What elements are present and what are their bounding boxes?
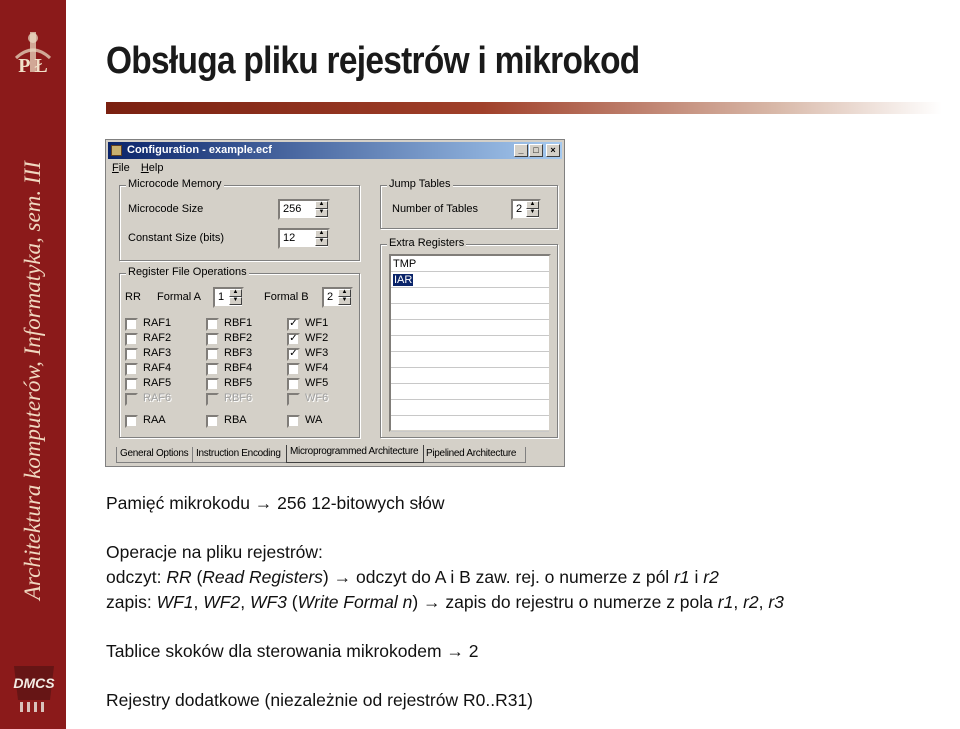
checkmark-icon: ✓ [289, 333, 298, 344]
spin-up-icon[interactable]: ▲ [338, 289, 351, 297]
checkbox-rbf2[interactable] [206, 333, 219, 346]
checkbox-label: WF4 [305, 362, 329, 374]
microcode-memory-group [119, 178, 360, 261]
spin-down-icon[interactable]: ▼ [229, 297, 242, 305]
checkbox-label: WF5 [305, 377, 329, 389]
jump-tables-group [380, 178, 558, 229]
checkbox-label: WF2 [305, 332, 329, 344]
checkbox-label: RAF2 [143, 332, 172, 344]
checkbox-wf3[interactable] [287, 348, 300, 361]
microcode-memory-label: Microcode Memory [128, 178, 222, 190]
checkbox-rba[interactable] [206, 415, 219, 428]
slide-sidebar [0, 0, 66, 729]
checkbox-wf2[interactable] [287, 333, 300, 346]
menu-help[interactable]: Help [140, 162, 164, 174]
spin-up-icon[interactable]: ▲ [315, 201, 328, 209]
checkbox-rbf3[interactable] [206, 348, 219, 361]
svg-text:P Ł: P Ł [18, 55, 48, 77]
checkbox-label: RAF1 [143, 317, 172, 329]
body-line-read: odczyt: RR (Read Registers) → odczyt do A i B zaw. rej. o numerze z pól r1 i r2 [106, 567, 719, 587]
checkbox-label: RAA [143, 414, 166, 426]
checkbox-rbf6 [206, 393, 219, 406]
university-logo [6, 28, 60, 90]
list-item[interactable] [391, 368, 549, 384]
checkbox-label: RBF1 [224, 317, 253, 329]
spin-down-icon[interactable]: ▼ [338, 297, 351, 305]
window-titlebar[interactable] [108, 142, 562, 159]
formal-a-label: Formal A [157, 291, 202, 303]
spin-up-icon[interactable]: ▲ [315, 230, 328, 238]
constant-size-value: 12 [283, 232, 296, 244]
number-of-tables-value: 2 [516, 203, 523, 215]
checkbox-label: RAF4 [143, 362, 172, 374]
list-item[interactable] [391, 384, 549, 400]
checkbox-label: WF3 [305, 347, 329, 359]
register-name: TMP [393, 258, 417, 270]
constant-size-label: Constant Size (bits) [128, 232, 224, 244]
list-item[interactable] [391, 352, 549, 368]
list-item[interactable] [391, 256, 549, 272]
checkbox-label: RAF3 [143, 347, 172, 359]
microcode-size-spinner[interactable] [278, 199, 330, 220]
body-line-jump-tables: Tablice skoków dla sterowania mikrokodem → 2 [106, 641, 479, 661]
checkbox-raf6 [125, 393, 138, 406]
body-line-microcode: Pamięć mikrokodu → 256 12-bitowych słów [106, 493, 445, 513]
spin-down-icon[interactable]: ▼ [315, 209, 328, 217]
microcode-size-value: 256 [283, 203, 302, 215]
menu-file[interactable]: File [112, 162, 130, 174]
configuration-window [105, 139, 565, 467]
checkbox-raf5[interactable] [125, 378, 138, 391]
number-of-tables-label: Number of Tables [392, 203, 479, 215]
checkbox-wf6 [287, 393, 300, 406]
tab-microprogrammed-architecture[interactable]: Microprogrammed Architecture [286, 445, 424, 463]
register-file-group [119, 266, 360, 438]
checkbox-label: WF1 [305, 317, 329, 329]
checkmark-icon: ✓ [289, 348, 298, 359]
extra-registers-label: Extra Registers [389, 237, 465, 249]
slide-title: Obsługa pliku rejestrów i mikrokod [106, 40, 640, 82]
list-item[interactable] [391, 272, 549, 288]
body-line-register-ops: Operacje na pliku rejestrów: [106, 542, 323, 562]
constant-size-spinner[interactable] [278, 228, 330, 249]
checkbox-raf4[interactable] [125, 363, 138, 376]
checkbox-label: WA [305, 414, 323, 426]
formal-b-label: Formal B [264, 291, 309, 303]
checkbox-label: RAF6 [143, 392, 172, 404]
checkbox-label: RBF2 [224, 332, 253, 344]
checkbox-raf2[interactable] [125, 333, 138, 346]
list-item[interactable] [391, 336, 549, 352]
list-item[interactable] [391, 416, 549, 432]
checkbox-label: RBF5 [224, 377, 253, 389]
checkbox-label: RBF4 [224, 362, 253, 374]
checkbox-raa[interactable] [125, 415, 138, 428]
checkbox-wf4[interactable] [287, 363, 300, 376]
menu-bar [112, 162, 171, 174]
register-file-label: Register File Operations [128, 266, 247, 278]
formal-b-value: 2 [327, 291, 334, 303]
svg-text:DMCS: DMCS [13, 675, 55, 691]
tab-pipelined-architecture[interactable]: Pipelined Architecture [422, 447, 526, 463]
checkbox-label: WF6 [305, 392, 329, 404]
list-item[interactable] [391, 288, 549, 304]
rr-label: RR [125, 291, 141, 303]
number-of-tables-spinner[interactable] [511, 199, 541, 220]
checkbox-wf5[interactable] [287, 378, 300, 391]
body-line-extra-registers: Rejestry dodatkowe (niezależnie od rejestrów R0..R31) [106, 690, 534, 710]
formal-a-value: 1 [218, 291, 225, 303]
window-title: Configuration - example.ecf [127, 144, 272, 156]
formal-a-spinner[interactable] [213, 287, 244, 308]
list-item[interactable] [391, 400, 549, 416]
spin-up-icon[interactable]: ▲ [229, 289, 242, 297]
extra-registers-list[interactable] [389, 254, 551, 432]
spin-down-icon[interactable]: ▼ [526, 209, 539, 217]
minimize-button[interactable]: _ [514, 144, 528, 157]
maximize-button[interactable]: □ [529, 144, 543, 157]
checkbox-raf3[interactable] [125, 348, 138, 361]
list-item[interactable] [391, 304, 549, 320]
formal-b-spinner[interactable] [322, 287, 353, 308]
title-underline [106, 102, 942, 114]
body-line-write: zapis: WF1, WF2, WF3 (Write Formal n) → zapis do rejestru o numerze z pola r1, r2, r3 [106, 592, 784, 612]
app-icon [111, 145, 122, 156]
checkbox-rbf4[interactable] [206, 363, 219, 376]
checkbox-wf1[interactable] [287, 318, 300, 331]
spin-down-icon[interactable]: ▼ [315, 238, 328, 246]
microcode-size-label: Microcode Size [128, 203, 204, 215]
close-button[interactable]: × [546, 144, 560, 157]
checkbox-label: RAF5 [143, 377, 172, 389]
checkbox-rbf5[interactable] [206, 378, 219, 391]
checkbox-label: RBF3 [224, 347, 253, 359]
checkbox-label: RBF6 [224, 392, 253, 404]
jump-tables-label: Jump Tables [389, 178, 451, 190]
checkmark-icon: ✓ [289, 318, 298, 329]
checkbox-wa[interactable] [287, 415, 300, 428]
checkbox-label: RBA [224, 414, 247, 426]
spin-up-icon[interactable]: ▲ [526, 201, 539, 209]
course-caption: Architektura komputerów, Informatyka, sem. III [20, 161, 45, 600]
list-item[interactable] [391, 320, 549, 336]
checkbox-raf1[interactable] [125, 318, 138, 331]
tab-general-options[interactable]: General Options [116, 447, 194, 463]
dmcs-logo [6, 660, 62, 716]
register-name: IAR [394, 274, 413, 286]
tab-instruction-encoding[interactable]: Instruction Encoding [192, 447, 288, 463]
checkbox-rbf1[interactable] [206, 318, 219, 331]
